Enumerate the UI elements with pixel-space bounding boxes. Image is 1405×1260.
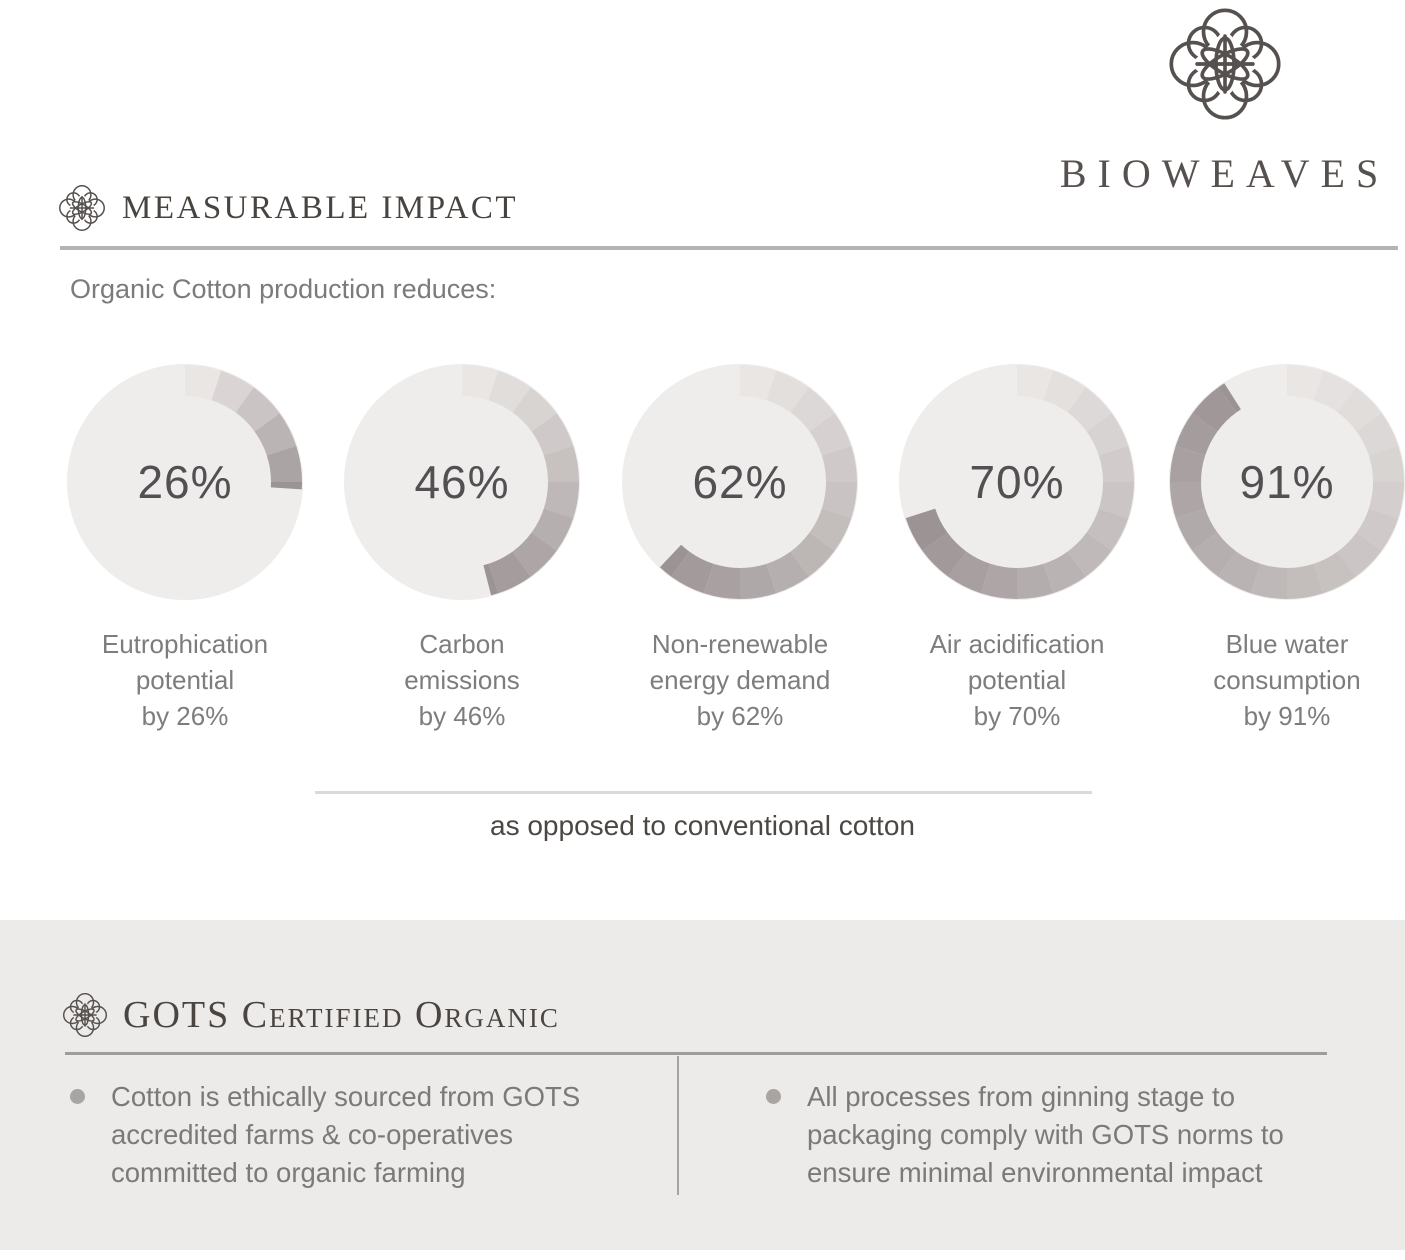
- impact-chart: [605, 364, 875, 734]
- gots-bullet-item: [766, 1078, 1326, 1192]
- donut-label: Non-renewable energy demand by 62%: [649, 629, 831, 731]
- donut-label: Eutrophication potential by 26%: [101, 629, 269, 731]
- donut-percent-value: 91%: [1239, 456, 1335, 508]
- gots-section-header: [62, 992, 560, 1038]
- impact-charts: [0, 364, 1405, 764]
- impact-section-title: MEASURABLE IMPACT: [122, 189, 519, 226]
- impact-divider: [60, 246, 1398, 250]
- impact-subtitle: Organic Cotton production reduces:: [70, 274, 497, 304]
- donut-label: Air acidification potential by 70%: [929, 629, 1105, 731]
- gots-bullet-text: All processes from ginning stage to packaging comply with GOTS norms to ensure minimal environmental impact: [807, 1081, 1284, 1188]
- gots-column-divider: [677, 1056, 679, 1195]
- footnote-divider: [315, 791, 1092, 794]
- brand-name: BIOWEAVES: [1059, 151, 1390, 196]
- knot-emblem-icon: [1167, 6, 1283, 122]
- impact-chart: [327, 364, 597, 734]
- donut-label: Carbon emissions by 46%: [404, 629, 520, 731]
- impact-section-header: [58, 184, 518, 232]
- knot-emblem-icon: [62, 992, 108, 1038]
- impact-chart: [1152, 364, 1405, 734]
- impact-chart: [882, 364, 1152, 734]
- gots-section-title: GOTS Certified Organic: [123, 994, 560, 1036]
- donut-percent-value: 62%: [692, 456, 788, 508]
- gots-divider: [65, 1052, 1327, 1055]
- gots-bullet-item: [70, 1078, 630, 1192]
- gots-bullet-text: Cotton is ethically sourced from GOTS accredited farms & co-operatives committed to organic farming: [111, 1081, 581, 1188]
- bullet-dot-icon: [766, 1089, 781, 1104]
- bullet-dot-icon: [70, 1089, 85, 1104]
- impact-chart: [50, 364, 320, 734]
- gots-panel: [0, 920, 1405, 1250]
- donut-percent-value: 70%: [969, 456, 1065, 508]
- donut-percent-value: 46%: [414, 456, 510, 508]
- knot-emblem-icon: [58, 184, 106, 232]
- footnote-text: as opposed to conventional cotton: [490, 810, 915, 841]
- donut-percent-value: 26%: [137, 456, 233, 508]
- donut-label: Blue water consumption by 91%: [1213, 629, 1361, 731]
- brand-logo: [1052, 6, 1397, 197]
